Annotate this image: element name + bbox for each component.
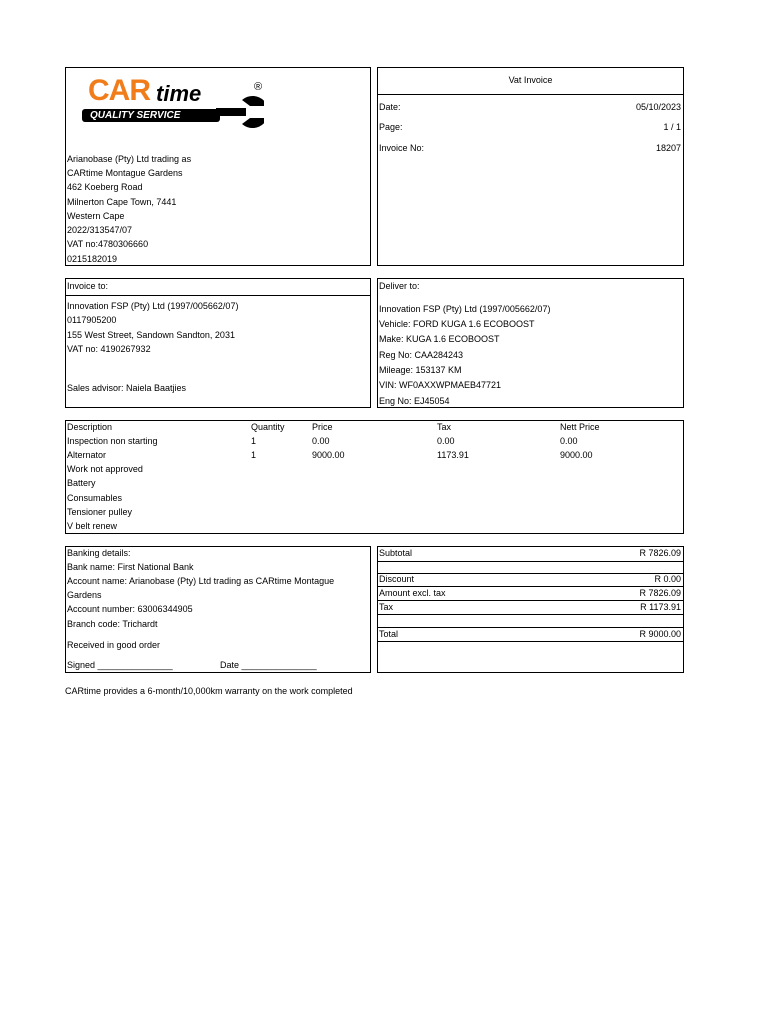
branch-code: Branch code: Trichardt <box>67 619 158 629</box>
item-tax: 1173.91 <box>437 450 469 460</box>
column-header-price: Price <box>312 422 333 432</box>
deliver-to-line: Innovation FSP (Pty) Ltd (1997/005662/07) <box>379 304 551 314</box>
invoice-no-value: 18207 <box>655 143 681 153</box>
item-description: Battery <box>67 478 96 488</box>
item-description: Consumables <box>67 493 123 503</box>
invoice-to-box <box>65 278 371 408</box>
company-line: Arianobase (Pty) Ltd trading as <box>67 154 192 164</box>
invoice-no-label: Invoice No: <box>379 143 425 153</box>
warranty-note: CARtime provides a 6-month/10,000km warranty on the work completed <box>65 686 353 696</box>
company-line: 0215182019 <box>67 254 118 264</box>
amount-excl-tax-value: R 7826.09 <box>639 588 681 598</box>
account-name: Account name: Arianobase (Pty) Ltd trading as CARtime Montague <box>67 576 335 586</box>
company-line: CARtime Montague Gardens <box>67 168 183 178</box>
deliver-to-line: Mileage: 153137 KM <box>379 365 462 375</box>
column-header-nett-price: Nett Price <box>560 422 600 432</box>
company-line: 462 Koeberg Road <box>67 182 143 192</box>
received-text: Received in good order <box>67 640 161 650</box>
invoice-meta-box <box>377 67 684 266</box>
tax-label: Tax <box>379 602 394 612</box>
date-value: 05/10/2023 <box>635 102 681 112</box>
item-description: Work not approved <box>67 464 143 474</box>
column-header-tax: Tax <box>437 422 452 432</box>
company-line: 2022/313547/07 <box>67 225 133 235</box>
deliver-to-line: Vehicle: FORD KUGA 1.6 ECOBOOST <box>379 319 535 329</box>
total-value: R 9000.00 <box>639 629 681 639</box>
logo-car-text: CAR <box>88 74 150 107</box>
item-price: 0.00 <box>312 436 330 446</box>
item-price: 9000.00 <box>312 450 345 460</box>
company-line: Milnerton Cape Town, 7441 <box>67 197 177 207</box>
deliver-to-line: Make: KUGA 1.6 ECOBOOST <box>379 334 500 344</box>
signature-line: Signed _______________ <box>67 660 173 670</box>
page-label: Page: <box>379 122 403 132</box>
deliver-to-line: Reg No: CAA284243 <box>379 350 464 360</box>
logo-time-text: time <box>156 81 202 106</box>
item-description: Inspection non starting <box>67 436 158 446</box>
document-title: Vat Invoice <box>508 75 553 85</box>
amount-excl-tax-label: Amount excl. tax <box>379 588 446 598</box>
wrench-icon <box>216 90 264 134</box>
item-description: Tensioner pulley <box>67 507 133 517</box>
tax-value: R 1173.91 <box>640 602 681 612</box>
invoice-to-line: VAT no: 4190267932 <box>67 344 151 354</box>
deliver-to-line: Eng No: EJ45054 <box>379 396 450 406</box>
date-signature-line: Date _______________ <box>220 660 317 670</box>
company-box <box>65 67 371 266</box>
subtotal-value: R 7826.09 <box>639 548 681 558</box>
company-line: Western Cape <box>67 211 125 221</box>
invoice-to-line: Innovation FSP (Pty) Ltd (1997/005662/07) <box>67 301 239 311</box>
item-quantity: 1 <box>251 450 257 460</box>
date-label: Date: <box>379 102 401 112</box>
totals-box <box>377 546 684 673</box>
subtotal-label: Subtotal <box>379 548 413 558</box>
bank-name: Bank name: First National Bank <box>67 562 194 572</box>
discount-label: Discount <box>379 574 415 584</box>
items-table <box>65 420 684 534</box>
discount-value: R 0.00 <box>654 574 681 584</box>
deliver-to-box <box>377 278 684 408</box>
item-description: Alternator <box>67 450 107 460</box>
column-header-quantity: Quantity <box>251 422 285 432</box>
total-label: Total <box>379 629 399 639</box>
account-name-continued: Gardens <box>67 590 102 600</box>
item-quantity: 1 <box>251 436 257 446</box>
account-number: Account number: 63006344905 <box>67 604 193 614</box>
sales-advisor: Sales advisor: Naiela Baatjies <box>67 383 187 393</box>
company-line: VAT no:4780306660 <box>67 239 149 249</box>
invoice-to-heading: Invoice to: <box>67 281 109 291</box>
item-nett-price: 9000.00 <box>560 450 593 460</box>
invoice-to-line: 0117905200 <box>67 315 117 325</box>
page-value: 1 / 1 <box>663 122 681 132</box>
item-tax: 0.00 <box>437 436 455 446</box>
invoice-to-line: 155 West Street, Sandown Sandton, 2031 <box>67 330 235 340</box>
item-nett-price: 0.00 <box>560 436 578 446</box>
column-header-description: Description <box>67 422 113 432</box>
item-description: V belt renew <box>67 521 118 531</box>
deliver-to-heading: Deliver to: <box>379 281 420 291</box>
banking-box <box>65 546 371 673</box>
deliver-to-line: VIN: WF0AXXWPMAEB47721 <box>379 380 502 390</box>
cartime-logo <box>82 74 272 134</box>
logo-tagline: QUALITY SERVICE <box>82 109 220 122</box>
logo-registered-mark: ® <box>254 81 263 93</box>
banking-heading: Banking details: <box>67 548 131 558</box>
